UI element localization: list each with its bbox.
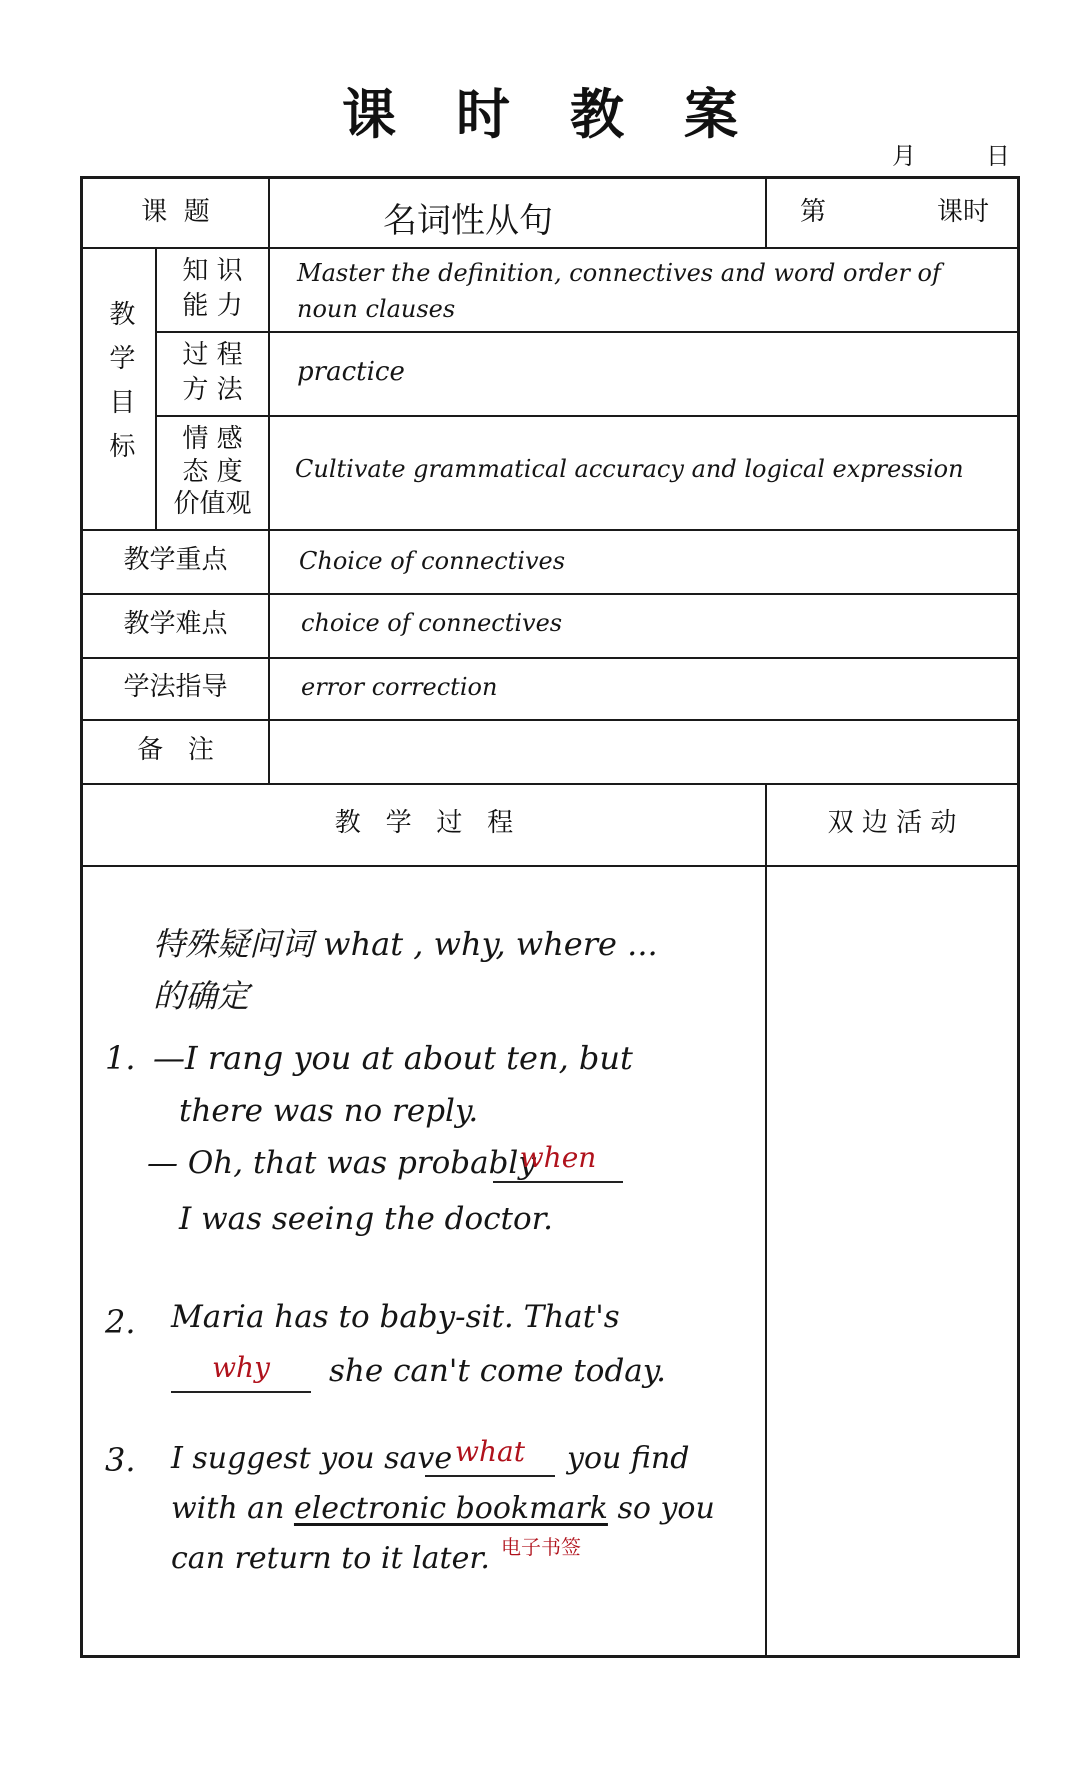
emotion-label: 情 感 态 度 价值观 <box>173 424 252 520</box>
question-text: Maria has to baby-sit. That's <box>171 1299 620 1335</box>
process-method-value: practice <box>297 357 405 387</box>
grid-line <box>765 179 767 247</box>
question-text: with an <box>171 1491 285 1526</box>
question-text: so you <box>617 1491 715 1526</box>
process-method-label: 过 程 方 法 <box>182 339 243 405</box>
underlined-term: electronic bookmark <box>293 1491 608 1526</box>
key-points-label: 教学重点 <box>123 545 228 576</box>
title-char: 案 <box>684 82 738 146</box>
method-label: 学法指导 <box>123 672 228 703</box>
grid-line <box>83 865 1017 867</box>
title-char: 时 <box>456 82 510 146</box>
activities-header: 双 边 活 动 <box>827 808 957 839</box>
question-text: —I rang you at about ten, but <box>153 1039 633 1077</box>
question-text: can return to it later. <box>171 1541 490 1576</box>
grid-line <box>155 415 1017 417</box>
period-label: 第 <box>799 197 826 228</box>
question-text: I suggest you save <box>171 1441 453 1476</box>
question-number: 2. <box>105 1303 136 1341</box>
intro-line: 特殊疑问词 what , why, where ... <box>153 925 658 963</box>
topic-label: 课 题 <box>141 197 210 228</box>
topic-value: 名词性从句 <box>383 201 553 241</box>
difficulties-label: 教学难点 <box>123 609 228 640</box>
intro-line: 的确定 <box>153 977 250 1015</box>
knowledge-value: Master the definition, connectives and word order of <box>297 259 941 287</box>
knowledge-label: 知 识 能 力 <box>182 255 243 321</box>
answer-blank: when <box>493 1141 623 1183</box>
key-points-value: Choice of connectives <box>299 547 566 575</box>
month-label: 月 <box>892 142 916 170</box>
day-label: 日 <box>986 142 1010 170</box>
question-text <box>171 1491 715 1526</box>
difficulties-value: choice of connectives <box>301 609 563 637</box>
question-number: 3. <box>105 1441 136 1479</box>
annotation-note: 电子书签 <box>501 1535 581 1559</box>
teaching-process-header: 教 学 过 程 <box>334 808 514 839</box>
objectives-label: 教学目标 <box>104 300 135 476</box>
grid-line <box>155 331 1017 333</box>
question-text: I was seeing the doctor. <box>179 1201 553 1237</box>
emotion-value: Cultivate grammatical accuracy and logical expression <box>295 455 964 483</box>
grid-line <box>765 783 767 1657</box>
grid-line <box>268 179 270 783</box>
period-suffix: 课时 <box>936 197 989 228</box>
question-text: — Oh, that was probably <box>147 1145 536 1181</box>
lesson-plan-table <box>80 176 1020 1658</box>
answer-blank: what <box>425 1435 555 1477</box>
remarks-label: 备 注 <box>137 735 214 766</box>
question-text: there was no reply. <box>179 1093 479 1129</box>
page-title <box>0 72 1080 149</box>
answer-blank: why <box>171 1351 311 1393</box>
question-text: she can't come today. <box>329 1353 667 1389</box>
method-value: error correction <box>301 673 498 701</box>
knowledge-value: noun clauses <box>297 295 456 323</box>
question-text: you find <box>567 1441 690 1476</box>
question-number: 1. <box>105 1039 136 1077</box>
title-char: 教 <box>570 82 624 146</box>
title-char: 课 <box>342 82 396 146</box>
